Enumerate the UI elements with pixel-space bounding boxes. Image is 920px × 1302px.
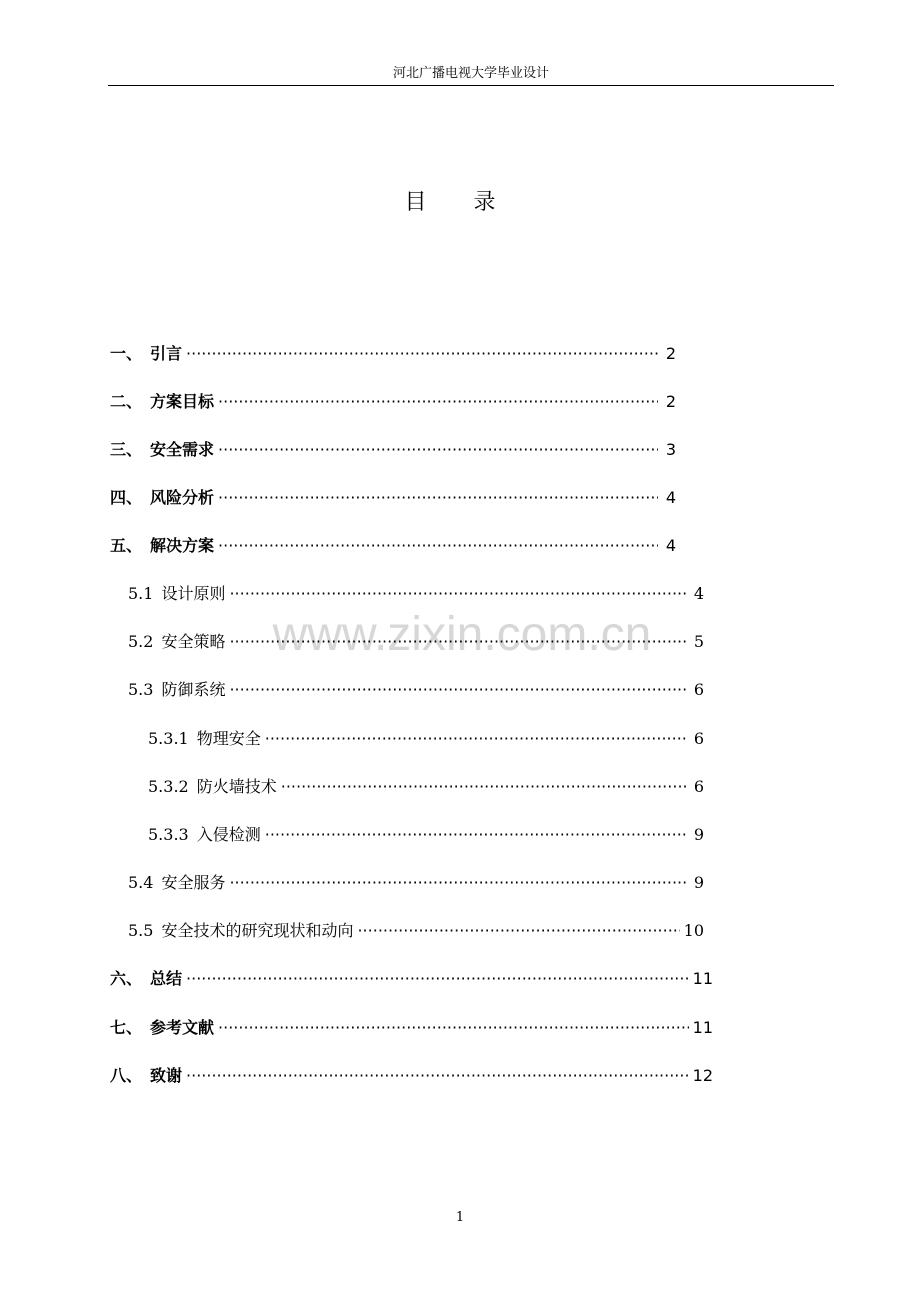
toc-entry-risk-analysis[interactable] — [110, 487, 676, 509]
toc-entry-page: 6 — [693, 729, 704, 748]
toc-entry-research-status[interactable] — [128, 920, 704, 942]
toc-entry-number: 5.5 — [128, 921, 154, 940]
toc-entry-number: 5.2 — [128, 632, 154, 651]
toc-entry-label: 设计原则 — [161, 584, 226, 603]
toc-entry-number: 5.4 — [128, 873, 154, 892]
toc-entry-page: 9 — [693, 873, 704, 892]
toc-entry-label: 安全策略 — [161, 632, 226, 651]
toc-entry-page: 11 — [692, 969, 713, 988]
toc-entry-physical-security[interactable] — [148, 728, 704, 750]
dot-leader — [218, 439, 658, 461]
toc-entry-references[interactable] — [110, 1017, 713, 1039]
toc-entry-label: 物理安全 — [196, 729, 261, 748]
toc-entry-firewall[interactable] — [148, 776, 704, 798]
toc-title: 目 录 — [404, 190, 516, 215]
toc-entry-label: 参考文献 — [150, 1018, 215, 1037]
toc-entry-label: 防御系统 — [161, 680, 226, 699]
toc-entry-label: 方案目标 — [150, 392, 215, 411]
toc-entry-label: 安全技术的研究现状和动向 — [161, 921, 354, 940]
toc-entry-page: 6 — [693, 777, 704, 796]
toc-entry-page: 9 — [693, 825, 704, 844]
toc-entry-page: 11 — [692, 1018, 713, 1037]
toc-entry-label: 总结 — [150, 969, 183, 988]
toc-entry-number: 五、 — [110, 536, 143, 555]
toc-entry-requirements[interactable] — [110, 439, 676, 461]
toc-entry-security-services[interactable] — [128, 872, 704, 894]
toc-entry-label: 防火墙技术 — [196, 777, 277, 796]
toc-entry-number: 六、 — [110, 969, 143, 988]
dot-leader — [229, 583, 686, 605]
toc-entry-page: 6 — [693, 680, 704, 699]
dot-leader — [218, 391, 658, 413]
toc-entry-goals[interactable] — [110, 391, 676, 413]
toc-entry-number: 四、 — [110, 488, 143, 507]
toc-entry-number: 三、 — [110, 440, 143, 459]
toc-entry-label: 入侵检测 — [196, 825, 261, 844]
toc-entry-number: 5.3.1 — [148, 729, 189, 748]
dot-leader — [229, 631, 686, 653]
toc-entry-page: 10 — [683, 921, 704, 940]
toc-entry-page: 4 — [693, 584, 704, 603]
toc-entry-label: 风险分析 — [150, 488, 215, 507]
toc-entry-label: 安全需求 — [150, 440, 215, 459]
page-number: 1 — [455, 1210, 465, 1225]
dot-leader — [281, 776, 686, 798]
dot-leader — [229, 872, 686, 894]
toc-entry-number: 5.3.2 — [148, 777, 189, 796]
dot-leader — [186, 1065, 689, 1087]
dot-leader — [265, 824, 686, 846]
toc-entry-defense-system[interactable] — [128, 679, 704, 701]
dot-leader — [218, 1017, 689, 1039]
toc-entry-summary[interactable] — [110, 968, 713, 990]
toc-entry-page: 3 — [665, 440, 676, 459]
toc-entry-acknowledgements[interactable] — [110, 1065, 713, 1087]
toc-entry-page: 4 — [665, 536, 676, 555]
toc-entry-security-policy[interactable] — [128, 631, 704, 653]
toc-entry-label: 引言 — [150, 344, 183, 363]
toc-entry-number: 一、 — [110, 344, 143, 363]
dot-leader — [218, 487, 658, 509]
dot-leader — [265, 728, 686, 750]
toc-entry-page: 2 — [665, 344, 676, 363]
toc-entry-label: 安全服务 — [161, 873, 226, 892]
toc-entry-number: 5.3.3 — [148, 825, 189, 844]
toc-entry-intrusion-detection[interactable] — [148, 824, 704, 846]
dot-leader — [186, 343, 658, 365]
toc-entry-page: 12 — [692, 1066, 713, 1085]
toc-entry-introduction[interactable] — [110, 343, 676, 365]
dot-leader — [186, 968, 689, 990]
toc-entry-solution[interactable] — [110, 535, 676, 557]
toc-entry-number: 二、 — [110, 392, 143, 411]
toc-entry-page: 5 — [693, 632, 704, 651]
toc-entry-page: 2 — [665, 392, 676, 411]
page-header: 河北广播电视大学毕业设计 — [392, 66, 549, 81]
dot-leader — [357, 920, 679, 942]
toc-entry-label: 解决方案 — [150, 536, 215, 555]
toc-entry-number: 八、 — [110, 1066, 143, 1085]
dot-leader — [218, 535, 658, 557]
toc-entry-number: 5.1 — [128, 584, 154, 603]
watermark: www.zixin.com.cn — [272, 608, 652, 661]
dot-leader — [229, 679, 686, 701]
toc-entry-design-principles[interactable] — [128, 583, 704, 605]
toc-entry-number: 七、 — [110, 1018, 143, 1037]
toc-entry-page: 4 — [665, 488, 676, 507]
toc-entry-number: 5.3 — [128, 680, 154, 699]
toc-entry-label: 致谢 — [150, 1066, 183, 1085]
